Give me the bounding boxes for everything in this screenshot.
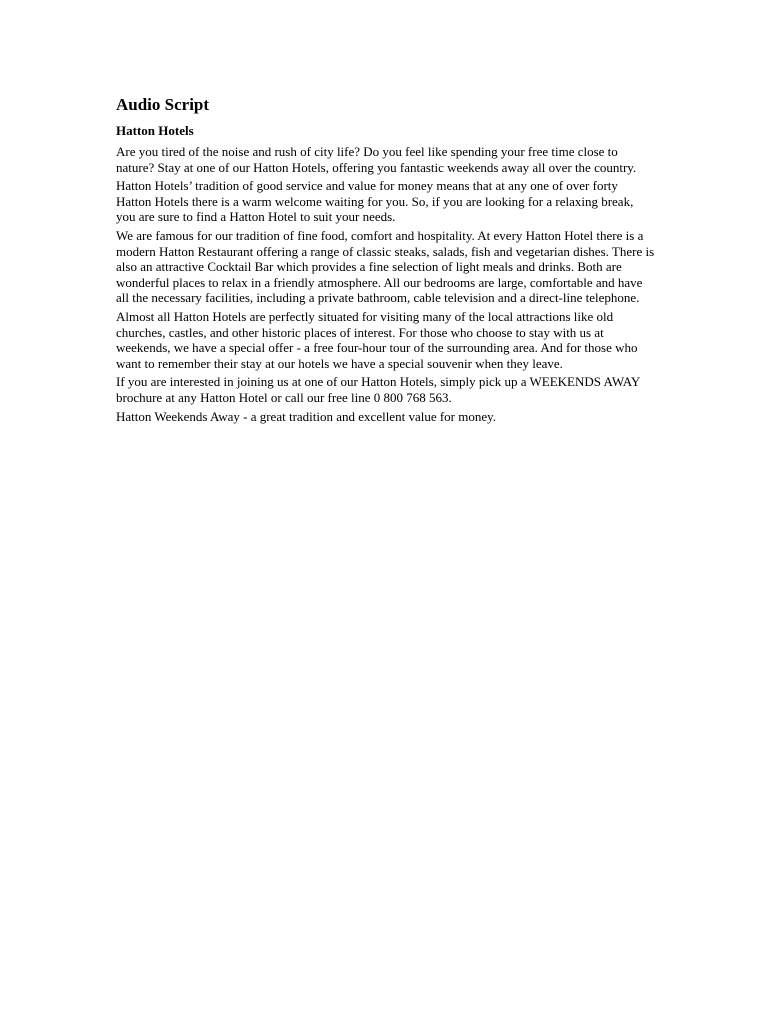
paragraph-food-and-rooms: We are famous for our tradition of fine food, comfort and hospitality. At every Hatton Hotel there is a modern Hatton Restaurant offering a range of classic steaks, salads, fish and vegetarian dishes. There is also an attractive Cocktail Bar which provides a fine selection of light meals and drinks. Both are wonderful places to relax in a friendly atmosphere. All our bedrooms are large, comfortable and have all the necessary facilities, including a private bathroom, cable television and a direct-line telephone. <box>116 227 655 306</box>
paragraph-tradition: Hatton Hotels’ tradition of good service and value for money means that at any one of over forty Hatton Hotels there is a warm welcome waiting for you. So, if you are looking for a relaxing break, you are sure to find a Hatton Hotel to suit your needs. <box>116 178 634 225</box>
paragraph-attractions: Almost all Hatton Hotels are perfectly situated for visiting many of the local attractions like old churches, castles, and other historic places of interest. For those who choose to stay with us at weekends, we have a special offer - a free four-hour tour of the surrounding area. And for those who want to remember their stay at our hotels we have a special souvenir when they leave. <box>116 308 638 371</box>
paragraph-closing: Hatton Weekends Away - a great tradition and excellent value for money. <box>116 408 497 424</box>
document-page <box>116 94 656 427</box>
paragraph-contact: If you are interested in joining us at one of our Hatton Hotels, simply pick up a WEEKENDS AWAY brochure at any Hatton Hotel or call our free line 0 800 768 563. <box>116 374 640 405</box>
document-title: Audio Script <box>116 95 210 114</box>
document-subtitle: Hatton Hotels <box>116 123 194 138</box>
paragraph-intro: Are you tired of the noise and rush of city life? Do you feel like spending your free time close to nature? Stay at one of our Hatton Hotels, offering you fantastic weekends away all over the country. <box>116 144 637 175</box>
